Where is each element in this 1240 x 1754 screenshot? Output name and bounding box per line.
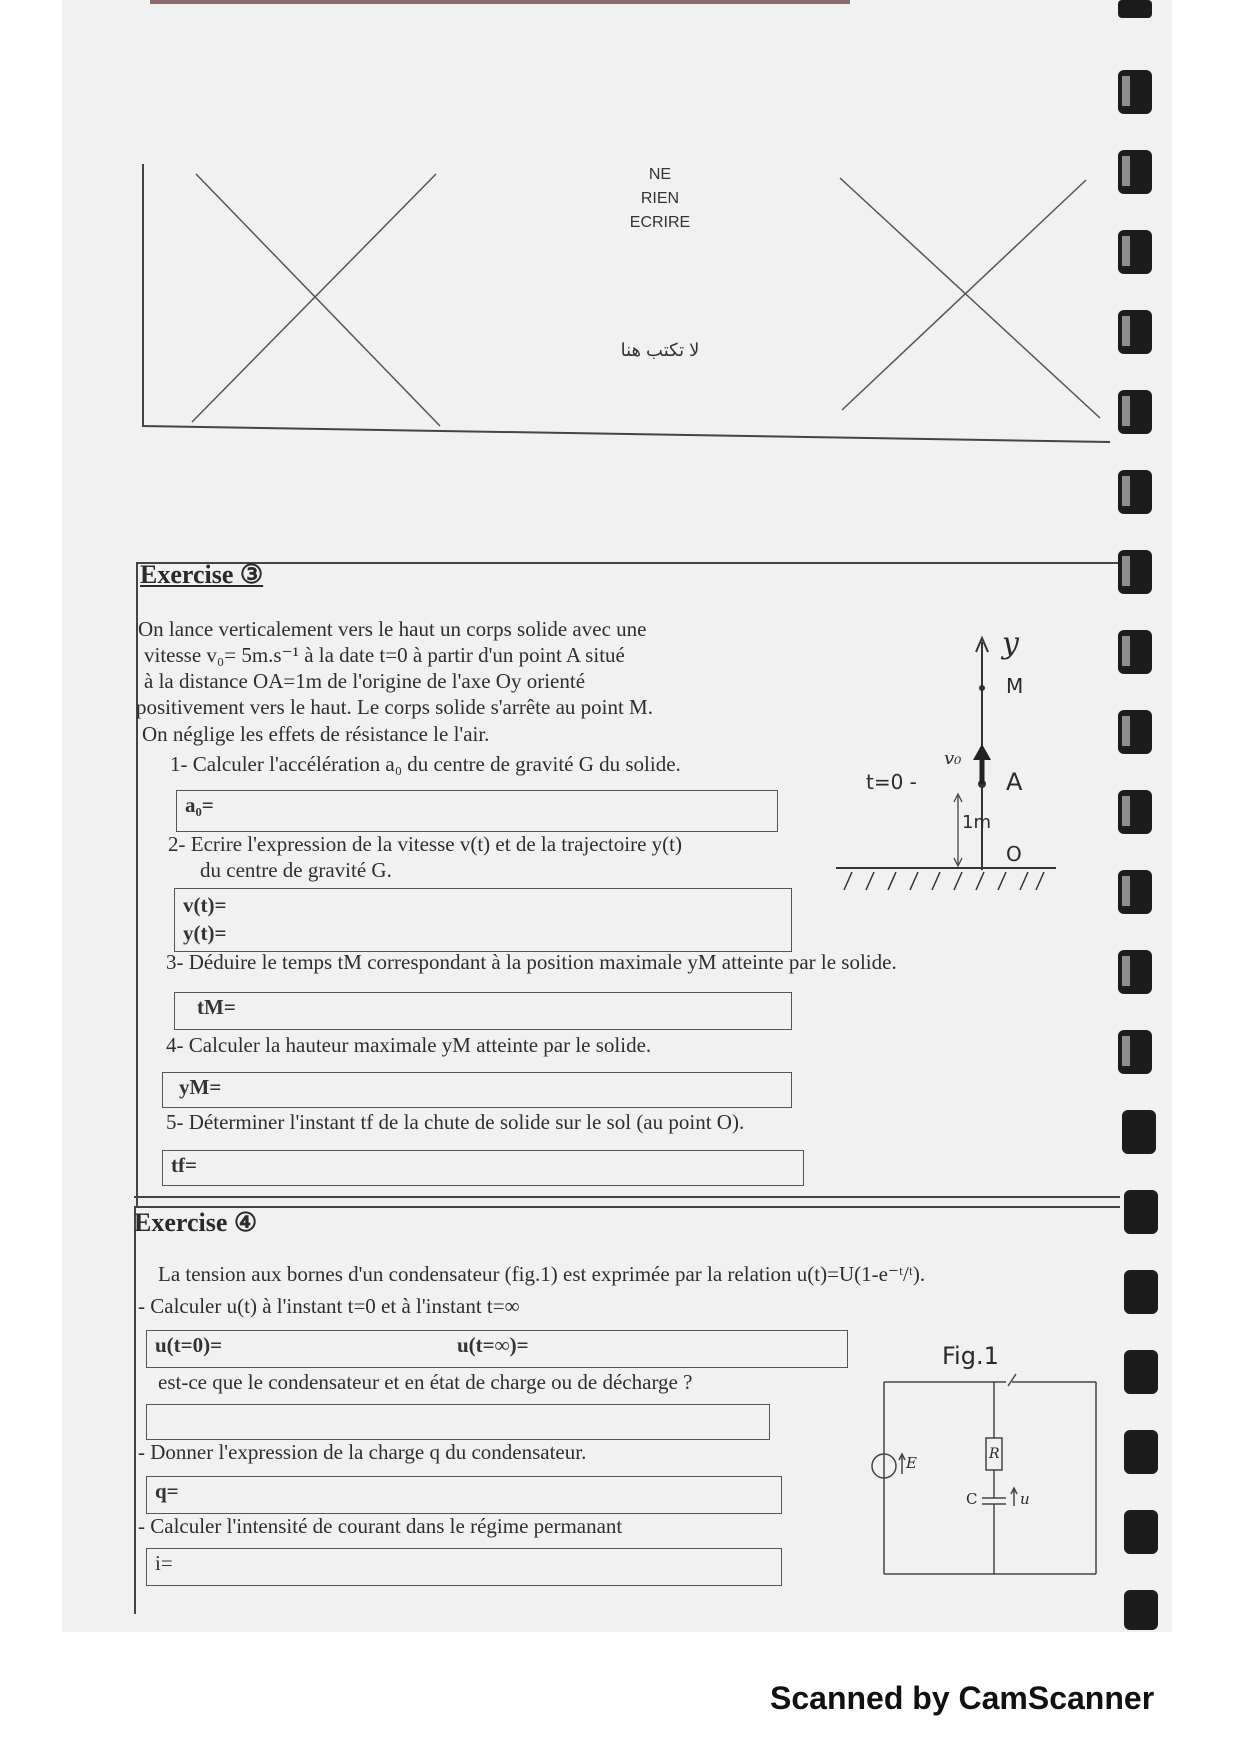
ex3-fig-m-label: M xyxy=(1006,674,1024,698)
ex3-answer-1[interactable]: a₀= xyxy=(176,790,778,832)
ex4-title: Exercise ④ xyxy=(134,1208,258,1237)
ex3-question-5: 5- Déterminer l'instant tf de la chute de solide sur le sol (au point O). xyxy=(166,1110,745,1134)
ex4-answer-1[interactable]: u(t=0)= u(t=∞)= xyxy=(146,1330,848,1368)
ex3-intro-line: positivement vers le haut. Le corps solide s'arrête au point M. xyxy=(136,695,653,719)
ex3-question-2-cont: du centre de gravité G. xyxy=(200,858,392,882)
ex3-bottom-border xyxy=(134,1196,1120,1198)
ex3-question-2: 2- Ecrire l'expression de la vitesse v(t) et de la trajectoire y(t) xyxy=(168,832,682,856)
ex3-question-4: 4- Calculer la hauteur maximale yM atteinte par le solide. xyxy=(166,1033,652,1057)
ex4-fig-e-label: E xyxy=(906,1454,917,1472)
ex4-fig-c-label: C xyxy=(966,1490,978,1508)
ex3-fig-t0-label: t=0 - xyxy=(866,770,917,794)
ex4-left-border xyxy=(134,1206,136,1614)
ex3-intro-line: vitesse v₀= 5m.s⁻¹ à la date t=0 à partir d'un point A situé xyxy=(144,643,625,667)
ex4-question-4: - Calculer l'intensité de courant dans le régime permanant xyxy=(138,1514,623,1538)
ex4-answer-2[interactable] xyxy=(146,1404,770,1440)
ex3-top-border xyxy=(136,562,1118,564)
ex3-fig-y-label: y xyxy=(1002,626,1019,661)
ex4-circuit-figure xyxy=(870,1370,1110,1590)
ex3-answer-2[interactable]: v(t)= y(t)= xyxy=(174,888,792,952)
header-ne: NE xyxy=(648,166,672,183)
ex3-intro-line: On néglige les effets de résistance le l'air. xyxy=(142,722,490,746)
ex4-question-3: - Donner l'expression de la charge q du condensateur. xyxy=(138,1440,587,1464)
top-edge xyxy=(150,0,850,4)
ex4-top-border xyxy=(134,1206,1120,1208)
ex3-fig-o-label: O xyxy=(1006,842,1022,866)
ex4-fig-u-label: u xyxy=(1020,1490,1030,1508)
ex3-left-border xyxy=(136,562,138,1207)
ex3-title: Exercise ③ xyxy=(140,560,264,589)
ex3-fig-a-label: A xyxy=(1006,768,1023,796)
ex3-answer-3[interactable]: tM= xyxy=(174,992,792,1030)
ex3-intro-line: à la distance OA=1m de l'origine de l'axe Oy orienté xyxy=(144,669,586,693)
ex3-question-3: 3- Déduire le temps tM correspondant à la position maximale yM atteinte par le solide. xyxy=(166,950,897,974)
header-ecrire: ECRIRE xyxy=(629,214,691,231)
ex4-question-2: est-ce que le condensateur et en état de charge ou de décharge ? xyxy=(158,1370,693,1394)
ex4-fig-title: Fig.1 xyxy=(942,1342,999,1370)
ex3-intro-line: On lance verticalement vers le haut un corps solide avec une xyxy=(138,617,647,641)
ex3-answer-5[interactable]: tf= xyxy=(162,1150,804,1186)
header-arabic: لا تكتب هنا xyxy=(620,340,700,360)
ex4-fig-r-label: R xyxy=(989,1446,1000,1462)
ex4-answer-3[interactable]: q= xyxy=(146,1476,782,1514)
ex3-question-1: 1- Calculer l'accélération a₀ du centre de gravité G du solide. xyxy=(170,752,681,776)
ex4-intro: La tension aux bornes d'un condensateur (fig.1) est exprimée par la relation u(t)=U(1-e⁻ᵗ/ᵗ). xyxy=(158,1262,926,1286)
ex3-fig-distance-label: 1m xyxy=(962,812,991,833)
ex3-fig-v0-label: v₀ xyxy=(944,748,962,769)
scanner-watermark: Scanned by CamScanner xyxy=(770,1680,1155,1716)
ex4-question-1: - Calculer u(t) à l'instant t=0 et à l'instant t=∞ xyxy=(138,1294,520,1318)
header-rien: RIEN xyxy=(640,190,680,207)
ex3-answer-4[interactable]: yM= xyxy=(162,1072,792,1108)
ex4-answer-4[interactable]: i= xyxy=(146,1548,782,1586)
